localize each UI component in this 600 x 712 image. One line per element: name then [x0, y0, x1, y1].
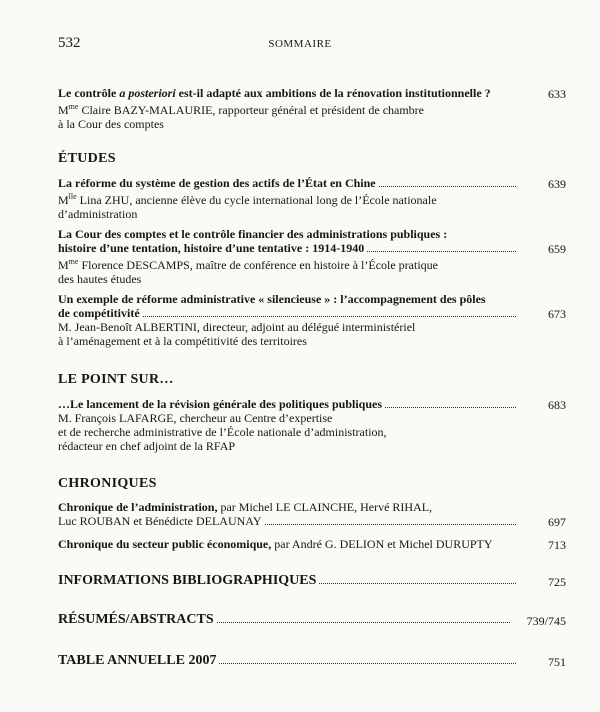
- page-ref: 673: [548, 307, 566, 321]
- section-heading-chroniques: CHRONIQUES: [58, 476, 157, 491]
- toc-entry-chronique-administration: [58, 500, 566, 528]
- entry-title: Un exemple de réforme administrative « silencieuse » : l’accompagnement des pôles: [58, 292, 486, 306]
- page-ref: 751: [548, 655, 566, 669]
- entry-title: TABLE ANNUELLE 2007: [58, 653, 217, 668]
- page-ref: 659: [548, 242, 566, 256]
- entry-title: Chronique de l’administration, par Michel LE CLAINCHE, Hervé RIHAL,: [58, 500, 433, 514]
- entry-author: M. Jean-Benoît ALBERTINI, directeur, adjoint au délégué interministériel: [58, 320, 416, 334]
- entry-author-line3: rédacteur en chef adjoint de la RFAP: [58, 439, 236, 453]
- entry-author-line2: à l’aménagement et à la compétitivité des territoires: [58, 334, 307, 348]
- page-ref: 739/745: [526, 614, 566, 628]
- toc-entry-informations-bibliographiques: [58, 573, 566, 589]
- toc-entry-controle: [58, 86, 566, 131]
- entry-title: …Le lancement de la révision générale des politiques publiques: [58, 397, 520, 411]
- toc-entry-chine: [58, 176, 566, 221]
- entry-author: $M^{lle}$ Lina ZHU, ancienne élève du cycle international long de l’École nationale: [58, 192, 437, 207]
- toc-entry-resumes-abstracts: [58, 612, 566, 628]
- page-ref: 683: [548, 398, 566, 412]
- toc-entry-rgpp: [58, 397, 566, 453]
- toc-entry-chronique-secteur-public: [58, 537, 566, 551]
- page-ref: 713: [548, 538, 566, 552]
- entry-title: La Cour des comptes et le contrôle financier des administrations publiques :: [58, 227, 448, 241]
- section-heading-etudes: ÉTUDES: [58, 151, 116, 166]
- page-ref: 633: [548, 87, 566, 101]
- entry-author-line2: des hautes études: [58, 272, 142, 286]
- entry-title: Le contrôle a posteriori est-il adapté aux ambitions de la rénovation institutionnelle ?: [58, 86, 491, 100]
- entry-title-line2: de compétitivité: [58, 306, 520, 320]
- page-ref: 639: [548, 177, 566, 191]
- entry-title: Chronique du secteur public économique, par André G. DELION et Michel DURUPTY: [58, 537, 493, 551]
- entry-title-line2: histoire d’une tentation, histoire d’une tentative : 1914-1940: [58, 241, 520, 255]
- entry-title: INFORMATIONS BIBLIOGRAPHIQUES: [58, 573, 317, 588]
- entry-title: La réforme du système de gestion des actifs de l’État en Chine: [58, 176, 520, 190]
- toc-entry-poles: [58, 292, 566, 348]
- entry-author: $M^{me}$ Claire BAZY-MALAURIE, rapporteur général et président de chambre: [58, 102, 424, 117]
- running-head: SOMMAIRE: [268, 38, 332, 50]
- toc-entry-cour-des-comptes: [58, 227, 566, 286]
- toc-entry-table-annuelle: [58, 653, 566, 669]
- entry-author-line2: Luc ROUBAN et Bénédicte DELAUNAY: [58, 514, 520, 528]
- section-heading-point-sur: LE POINT SUR…: [58, 372, 174, 387]
- page-ref: 697: [548, 515, 566, 529]
- entry-author: M. François LAFARGE, chercheur au Centre d’expertise: [58, 411, 333, 425]
- entry-author-line2: et de recherche administrative de l’École nationale d’administration,: [58, 425, 387, 439]
- page-ref: 725: [548, 575, 566, 589]
- entry-author-line2: à la Cour des comptes: [58, 117, 164, 131]
- page-number: 532: [58, 35, 81, 51]
- entry-author-line2: d’administration: [58, 207, 138, 221]
- entry-author: $M^{me}$ Florence DESCAMPS, maître de conférence en histoire à l’École pratique: [58, 257, 439, 272]
- entry-title: RÉSUMÉS/ABSTRACTS: [58, 612, 214, 627]
